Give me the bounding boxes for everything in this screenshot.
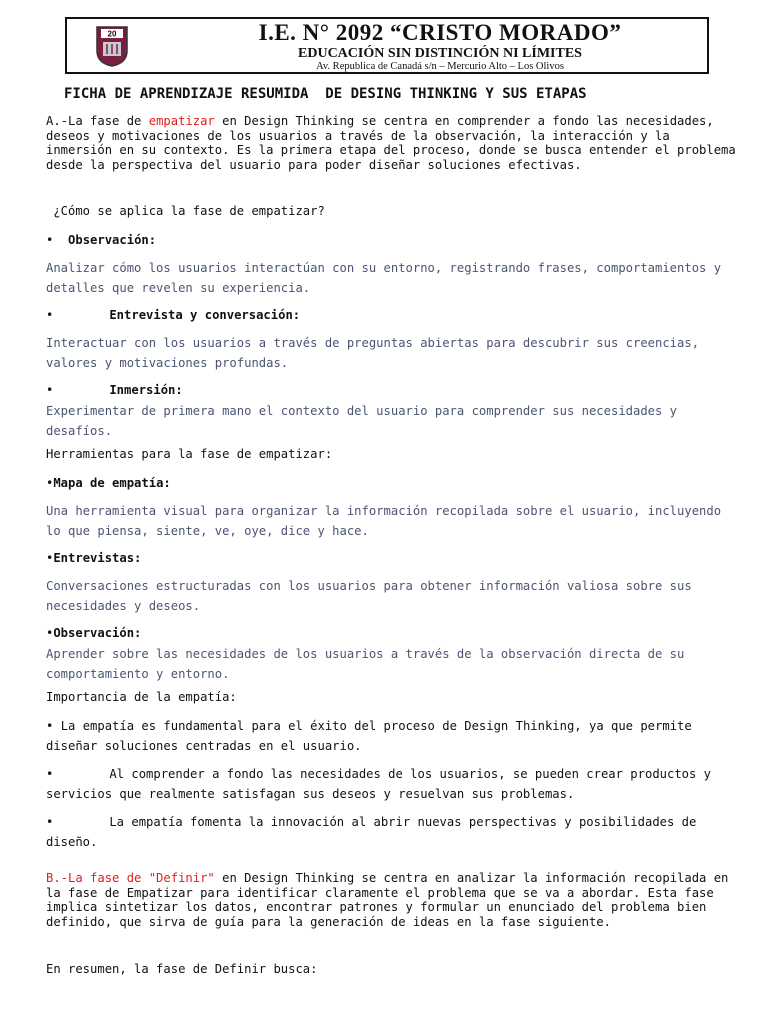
importance-text-1: La empatía es fundamental para el éxito del proceso de Design Thinking, ya que permite diseñar soluciones centradas en el usuario. [46,719,692,753]
school-address: Av. Republica de Canadá s/n – Mercurio Alto – Los Olivos [316,61,564,72]
observation-tool-item [46,626,141,640]
section-b-summary: En resumen, la fase de Definir busca: [46,962,318,976]
section-a-highlight: empatizar [148,114,215,128]
empathy-map-text: Una herramienta visual para organizar la información recopilada sobre el usuario, incluyendo lo que piensa, siente, ve, oye, dice y hace. [46,504,722,538]
immersion-label: Inmersión: [109,383,183,397]
tools-heading: Herramientas para la fase de empatizar: [46,447,333,461]
importance-text-3: La empatía fomenta la innovación al abrir nuevas perspectivas y posibilidades de diseño. [46,815,697,849]
apply-question: ¿Cómo se aplica la fase de empatizar? [46,204,325,218]
importance-item-3 [46,812,726,852]
immersion-item [46,383,183,397]
section-a-intro-text: en Design Thinking se centra en comprender a fondo las necesidades, deseos y motivaciones de los usuarios a través de la observación, la interacción y la inmersión en su contexto. Es la primera etapa del proceso, donde se busca entender el problema desde la perspectiva del usuario para poder diseñar soluciones efectivas. [46,114,736,172]
observation-label: Observación: [68,233,157,247]
bullet-icon: • [46,233,54,247]
school-header [65,17,709,74]
page-title: FICHA DE APRENDIZAJE RESUMIDA DE DESING THINKING Y SUS ETAPAS [64,86,587,102]
interview-item [46,308,300,322]
section-a-intro [46,114,736,172]
importance-item-1 [46,716,726,756]
crest-number: 20 [107,29,117,39]
empathy-map-label: Mapa de empatía: [53,476,171,490]
interview-text: Interactuar con los usuarios a través de preguntas abiertas para descubrir sus creencias, valores y motivaciones profundas. [46,336,700,370]
bullet-icon: • [46,815,54,829]
bullet-icon: • [46,308,54,322]
importance-item-2 [46,764,726,804]
section-b-intro-text: en Design Thinking se centra en analizar la información recopilada en la fase de Empatizar para identificar claramente el problema que se va a abordar. Esta fase implica sintetizar los datos, encontrar patrones y formular un enunciado del problema bien definido, que sirva de guía para la generación de ideas en la fase siguiente. [46,871,729,929]
bullet-icon: • [46,767,54,781]
section-b-highlight: B.-La fase de "Definir" [46,871,215,885]
importance-text-2: Al comprender a fondo las necesidades de los usuarios, se pueden crear productos y servicios que realmente satisfagan sus deseos y resuelvan sus problemas. [46,767,712,801]
importance-heading: Importancia de la empatía: [46,690,237,704]
interviews-text: Conversaciones estructuradas con los usuarios para obtener información valiosa sobre sus necesidades y deseos. [46,579,692,613]
school-name: I.E. N° 2092 “CRISTO MORADO” [258,20,622,45]
bullet-icon: • [46,476,54,490]
immersion-text: Experimentar de primera mano el contexto del usuario para comprender sus necesidades y desafíos. [46,404,678,438]
interview-label: Entrevista y conversación: [109,308,301,322]
bullet-icon: • [46,626,54,640]
observation-tool-label: Observación: [53,626,142,640]
bullet-icon: • [46,719,54,733]
observation-text: Analizar cómo los usuarios interactúan con su entorno, registrando frases, comportamientos y detalles que revelen su experiencia. [46,261,722,295]
bullet-icon: • [46,551,54,565]
section-a-prefix: A.-La fase de [46,114,149,128]
school-motto: EDUCACIÓN SIN DISTINCIÓN NI LÍMITES [298,46,582,61]
section-b-intro [46,871,736,929]
interviews-item [46,551,141,565]
bullet-icon: • [46,383,54,397]
interviews-label: Entrevistas: [53,551,142,565]
observation-item [46,233,156,247]
school-crest-icon [95,25,129,67]
observation-tool-text: Aprender sobre las necesidades de los usuarios a través de la observación directa de su comportamiento y entorno. [46,647,685,681]
empathy-map-item [46,476,171,490]
